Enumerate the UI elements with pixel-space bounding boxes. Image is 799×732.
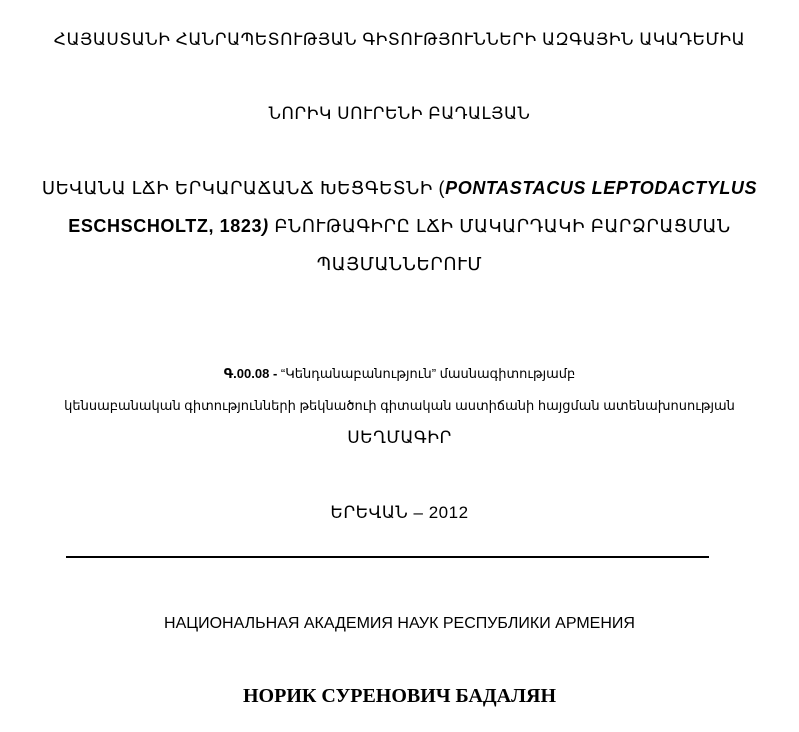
city-year: ԵՐԵՎԱՆ – 2012 [330, 503, 469, 522]
title-closing-paren: ) [262, 216, 269, 236]
abstract-label: ՍԵՂՄԱԳԻՐ [347, 428, 452, 447]
russian-academy-heading: НАЦИОНАЛЬНАЯ АКАДЕМИЯ НАУК РЕСПУБЛИКИ АРМЕНИЯ [164, 615, 635, 632]
specialty-line [0, 366, 799, 382]
title-line-2-armenian: ԲՆՈՒԹԱԳԻՐԸ ԼՃԻ ՄԱԿԱՐԴԱԿԻ ԲԱՐՁՐԱՑՄԱՆ [268, 216, 731, 236]
horizontal-divider [66, 556, 709, 558]
armenian-title-line-3: ՊԱՅՄԱՆՆԵՐՈՒՄ [316, 254, 483, 274]
title-latin-genus-species: PONTASTACUS LEPTODACTYLUS [445, 178, 758, 198]
title-line-1-armenian: ՍԵՎԱՆԱ ԼՃԻ ԵՐԿԱՐԱՃԱՆՃ ԽԵՑԳԵՏՆԻ ( [41, 178, 446, 198]
specialty-code: Գ.00.08 - [223, 366, 278, 381]
russian-author-name: НОРИК СУРЕНОВИЧ БАДАЛЯН [243, 685, 556, 707]
title-latin-authority: ESCHSCHOLTZ, 1823 [68, 216, 263, 236]
degree-line: կենսաբանական գիտությունների թեկնածուի գիտական աստիճանի հայցման ատենախոսության [64, 398, 735, 413]
armenian-academy-heading: ՀԱՅԱՍՏԱՆԻ ՀԱՆՐԱՊԵՏՈՒԹՅԱՆ ԳԻՏՈՒԹՅՈՒՆՆԵՐԻ ԱԶԳԱՅԻՆ ԱԿԱԴԵՄԻԱ [53, 30, 746, 49]
armenian-title-line-1 [0, 178, 799, 199]
armenian-author-name: ՆՈՐԻԿ ՍՈՒՐԵՆԻ ԲԱԴԱԼՅԱՆ [268, 104, 531, 123]
armenian-title-line-2 [0, 216, 799, 237]
specialty-name: “Կենդանաբանություն” մասնագիտությամբ [277, 366, 576, 381]
